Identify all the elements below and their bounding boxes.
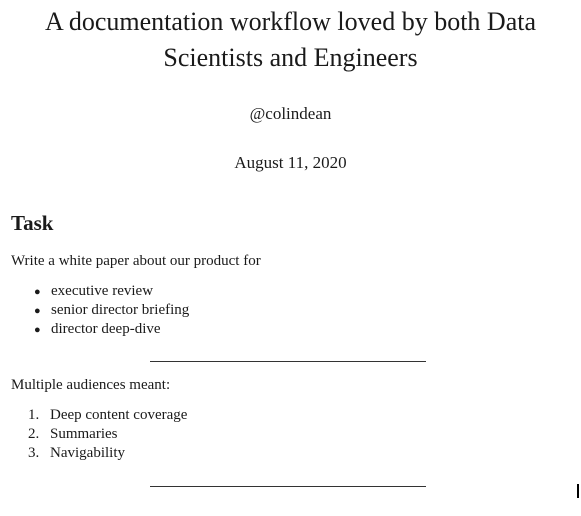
title-line-2: Scientists and Engineers bbox=[163, 43, 418, 72]
bullet-dot-icon: ● bbox=[34, 324, 41, 336]
section-heading-task: Task bbox=[11, 211, 54, 235]
numbered-item-marker: 1. bbox=[28, 407, 40, 423]
bullet-dot-icon: ● bbox=[34, 286, 41, 298]
numbered-item-text: Summaries bbox=[50, 426, 118, 442]
numbered-item bbox=[28, 406, 187, 425]
numbered-item-marker: 2. bbox=[28, 426, 40, 442]
author-handle: @colindean bbox=[249, 104, 332, 123]
title-line-1: A documentation workflow loved by both Data bbox=[44, 7, 537, 36]
bullet-item-text: executive review bbox=[51, 283, 154, 299]
horizontal-rule bbox=[150, 486, 426, 487]
numbered-item-marker: 3. bbox=[28, 445, 40, 461]
text-cursor bbox=[577, 484, 579, 498]
bullet-item bbox=[34, 282, 189, 301]
horizontal-rule bbox=[150, 361, 426, 362]
document-date: August 11, 2020 bbox=[234, 153, 347, 172]
intro-paragraph: Write a white paper about our product for bbox=[11, 253, 261, 269]
bullet-item bbox=[34, 301, 189, 320]
document-title bbox=[0, 4, 581, 76]
numbered-item bbox=[28, 425, 187, 444]
numbered-item bbox=[28, 444, 187, 463]
bullet-item-text: director deep-dive bbox=[51, 321, 161, 337]
audiences-paragraph: Multiple audiences meant: bbox=[11, 377, 171, 393]
bullet-item-text: senior director briefing bbox=[51, 302, 190, 318]
bullet-dot-icon: ● bbox=[34, 305, 41, 317]
numbered-item-text: Navigability bbox=[50, 445, 125, 461]
bullet-item bbox=[34, 320, 189, 339]
numbered-list bbox=[28, 406, 187, 463]
bullet-list bbox=[34, 282, 189, 339]
numbered-item-text: Deep content coverage bbox=[50, 407, 188, 423]
